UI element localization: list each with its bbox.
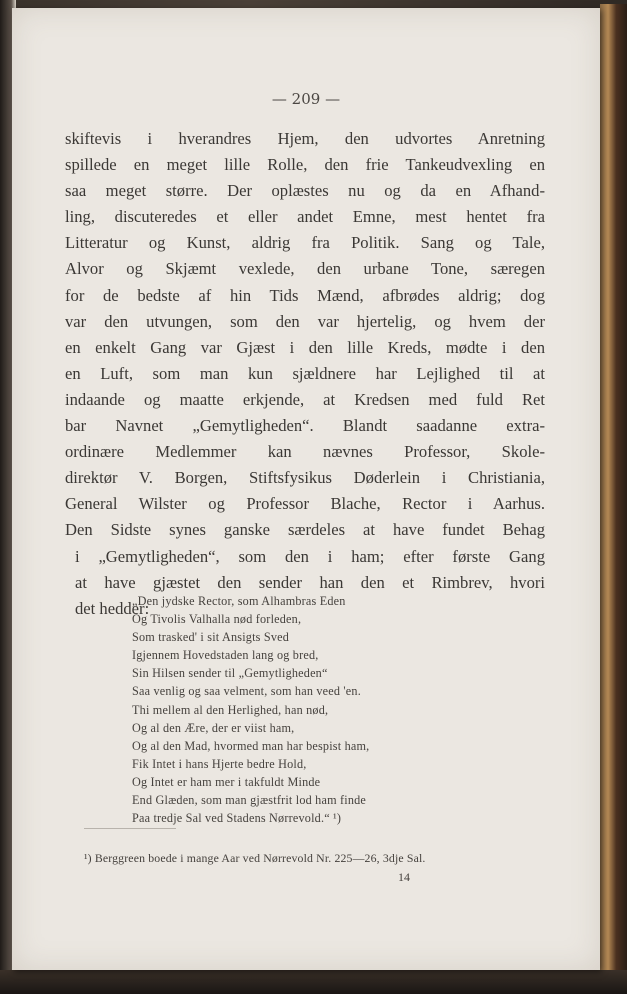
body-line: skiftevis i hverandres Hjem, den udvortes Anretning xyxy=(65,129,545,148)
body-line: Litteratur og Kunst, aldrig fra Politik. Sang og Tale, xyxy=(65,233,545,253)
verse-line: Og al den Mad, hvormed man har bespist ham, xyxy=(132,738,370,753)
body-line: en enkelt Gang var Gjæst i den lille Kreds, mødte i den xyxy=(65,337,545,357)
body-line: at have gjæstet den sender han den et Rimbrev, hvori xyxy=(75,572,545,592)
verse-line: Saa venlig og saa velment, som han veed 'en. xyxy=(132,684,361,699)
verse-line: Thi mellem al den Herlighed, han nød, xyxy=(132,702,329,717)
body-line: saa meget større. Der oplæstes nu og da en Afhand- xyxy=(65,181,545,201)
verse-line: „Den jydske Rector, som Alhambras Eden xyxy=(132,594,346,608)
verse-line: Og Tivolis Valhalla nød forleden, xyxy=(132,612,302,627)
book-page xyxy=(12,8,600,970)
body-line: det hedder: xyxy=(75,598,150,618)
body-line: for de bedste af hin Tids Mænd, afbrødes aldrig; dog xyxy=(65,285,545,305)
body-line: Den Sidste synes ganske særdeles at have fundet Behag xyxy=(65,520,545,540)
verse-block xyxy=(132,592,452,827)
verse-line: End Glæden, som man gjæstfrit lod ham finde xyxy=(132,793,367,808)
footnote: ¹) Berggreen boede i mange Aar ved Nørrevold Nr. 225—26, 3dje Sal. xyxy=(84,851,426,865)
body-line: Alvor og Skjæmt vexlede, den urbane Tone, særegen xyxy=(65,259,545,279)
verse-line: Sin Hilsen sender til „Gemytligheden“ xyxy=(132,666,328,681)
body-line: en Luft, som man kun sjældnere har Lejlighed til at xyxy=(65,363,545,383)
verse-line: Og al den Ære, der er viist ham, xyxy=(132,720,295,735)
verse-line: Igjennem Hovedstaden lang og bred, xyxy=(132,648,319,663)
verse-line: Som trasked' i sit Ansigts Sved xyxy=(132,630,290,645)
footnote-divider xyxy=(84,828,176,829)
page-number: — 209 — xyxy=(271,90,341,108)
body-line: ling, discuteredes et eller andet Emne, mest hentet fra xyxy=(65,207,545,227)
body-line: General Wilster og Professor Blache, Rector i Aarhus. xyxy=(65,494,545,514)
body-line: indaande og maatte erkjende, at Kredsen med fuld Ret xyxy=(65,389,545,409)
body-text xyxy=(65,126,545,622)
verse-line: Fik Intet i hans Hjerte bedre Hold, xyxy=(132,756,307,771)
body-line: spillede en meget lille Rolle, den frie Tankeudvexling en xyxy=(65,155,545,175)
body-line: var den utvungen, som den var hjertelig, og hvem der xyxy=(65,311,545,331)
body-line: direktør V. Borgen, Stiftsfysikus Døderlein i Christiania, xyxy=(65,468,545,488)
verse-line: Paa tredje Sal ved Stadens Nørrevold.“ ¹) xyxy=(132,811,342,826)
body-line: i „Gemytligheden“, som den i ham; efter første Gang xyxy=(75,546,545,566)
book-bottom-edge xyxy=(0,970,627,994)
body-line: bar Navnet „Gemytligheden“. Blandt saadanne extra- xyxy=(65,416,545,436)
signature-mark: 14 xyxy=(398,870,410,884)
verse-line: Og Intet er ham mer i takfuldt Minde xyxy=(132,774,321,789)
body-line: ordinære Medlemmer kan nævnes Professor, Skole- xyxy=(65,442,545,462)
book-right-edge xyxy=(600,4,627,976)
